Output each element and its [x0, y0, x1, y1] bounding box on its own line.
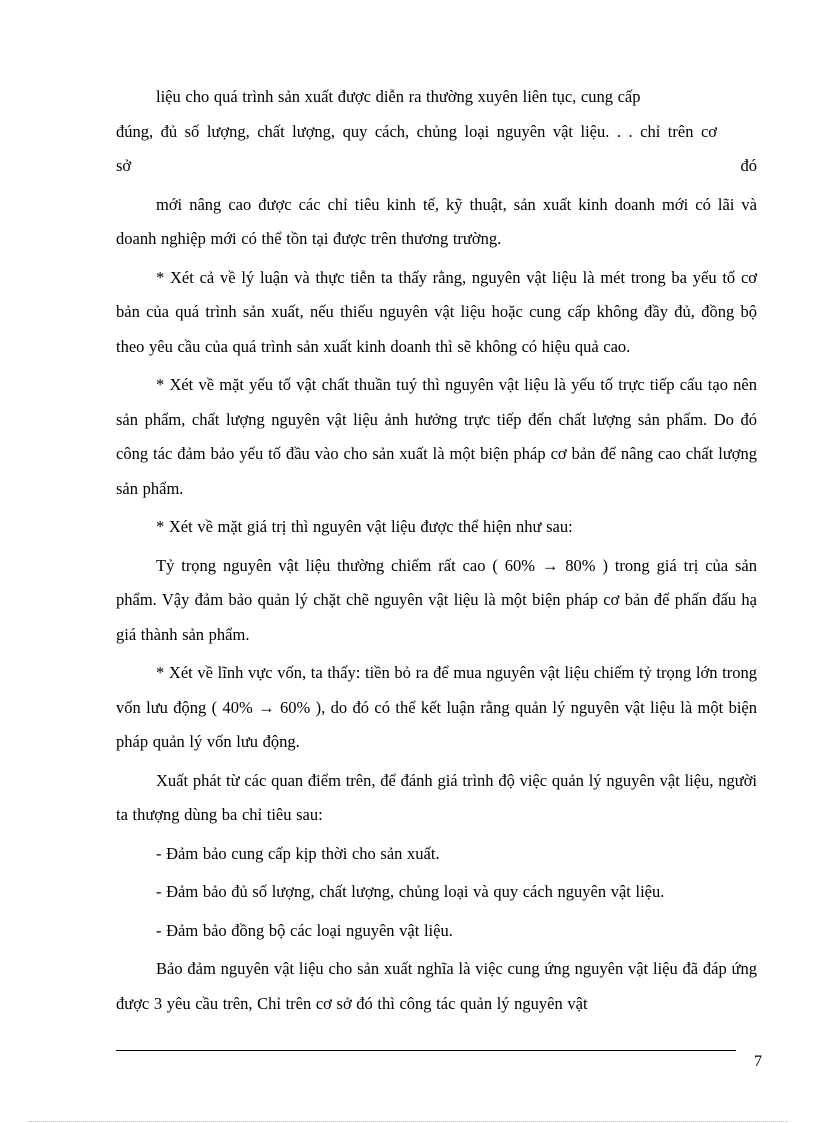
- split-line-right: đó: [740, 156, 757, 175]
- paragraph: * Xét về mặt giá trị thì nguyên vật liệu được thể hiện như sau:: [156, 517, 573, 536]
- paragraph: * Xét về mặt yếu tố vật chất thuần tuý thì nguyên vật liệu là yếu tố trực tiếp cấu tạo nên sản phẩm, chất lượng nguyên vật liệu ảnh hưởng trực tiếp đến chất lượng sản phẩm. Do đó công tác đảm bảo yếu tố đầu vào cho sản xuất là một biện pháp cơ bản để nâng cao chất lượng sản phẩm.: [116, 375, 757, 498]
- paragraph: * Xét cả về lý luận và thực tiễn ta thấy rằng, nguyên vật liệu là mét trong ba yếu tố cơ bản của quá trình sản xuất, nếu thiếu nguyên vật liệu hoặc cung cấp không đầy đủ, đồng bộ theo yêu cầu của quá trình sản xuất kinh doanh thì sẽ không có hiệu quả cao.: [116, 267, 757, 356]
- split-line: [116, 149, 757, 184]
- page-boundary-divider: [28, 1121, 788, 1122]
- page-number: 7: [754, 1053, 762, 1070]
- body-text: [116, 80, 757, 1021]
- paragraph-continuation: [116, 80, 757, 149]
- paragraph-line: liệu cho quá trình sản xuất được diễn ra thường xuyên liên tục, cung cấp: [156, 87, 641, 106]
- paragraph: * Xét về lĩnh vực vốn, ta thấy: tiền bỏ ra để mua nguyên vật liệu chiếm tỷ trọng lớn trong vốn lưu động ( 40% → 60% ), do đó có thể kết luận rằng quản lý nguyên vật liệu là một biện pháp quản lý vốn lưu động.: [116, 663, 757, 751]
- list-item: - Đảm bảo cung cấp kịp thời cho sản xuất.: [156, 843, 440, 863]
- paragraph: Tỷ trọng nguyên vật liệu thường chiếm rất cao ( 60% → 80% ) trong giá trị của sản phẩm. Vậy đảm bảo quản lý chặt chẽ nguyên vật liệu là một biện pháp cơ bản để phấn đấu hạ giá thành sản phẩm.: [116, 555, 757, 644]
- footer-divider: [116, 1050, 736, 1051]
- paragraph: mới nâng cao được các chỉ tiêu kinh tế, kỹ thuật, sản xuất kinh doanh mới có lãi và doanh nghiệp mới có thể tồn tại được trên thương trường.: [116, 194, 757, 248]
- paragraph-line: đúng, đủ số lượng, chất lượng, quy cách, chủng loại nguyên vật liệu. . . chỉ trên cơ: [116, 121, 717, 141]
- list-item: - Đảm bảo đủ số lượng, chất lượng, chủng loại và quy cách nguyên vật liệu.: [156, 882, 665, 901]
- paragraph: Xuất phát từ các quan điểm trên, để đánh giá trình độ việc quản lý nguyên vật liệu, người ta thượng dùng ba chỉ tiêu sau:: [116, 770, 757, 824]
- split-line-left: sở: [116, 156, 132, 175]
- list-item: - Đảm bảo đồng bộ các loại nguyên vật liệu.: [156, 920, 453, 940]
- paragraph: Bảo đảm nguyên vật liệu cho sản xuất nghĩa là việc cung ứng nguyên vật liệu đã đáp ứng được 3 yêu cầu trên, Chỉ trên cơ sở đó thì công tác quản lý nguyên vật: [116, 959, 757, 1013]
